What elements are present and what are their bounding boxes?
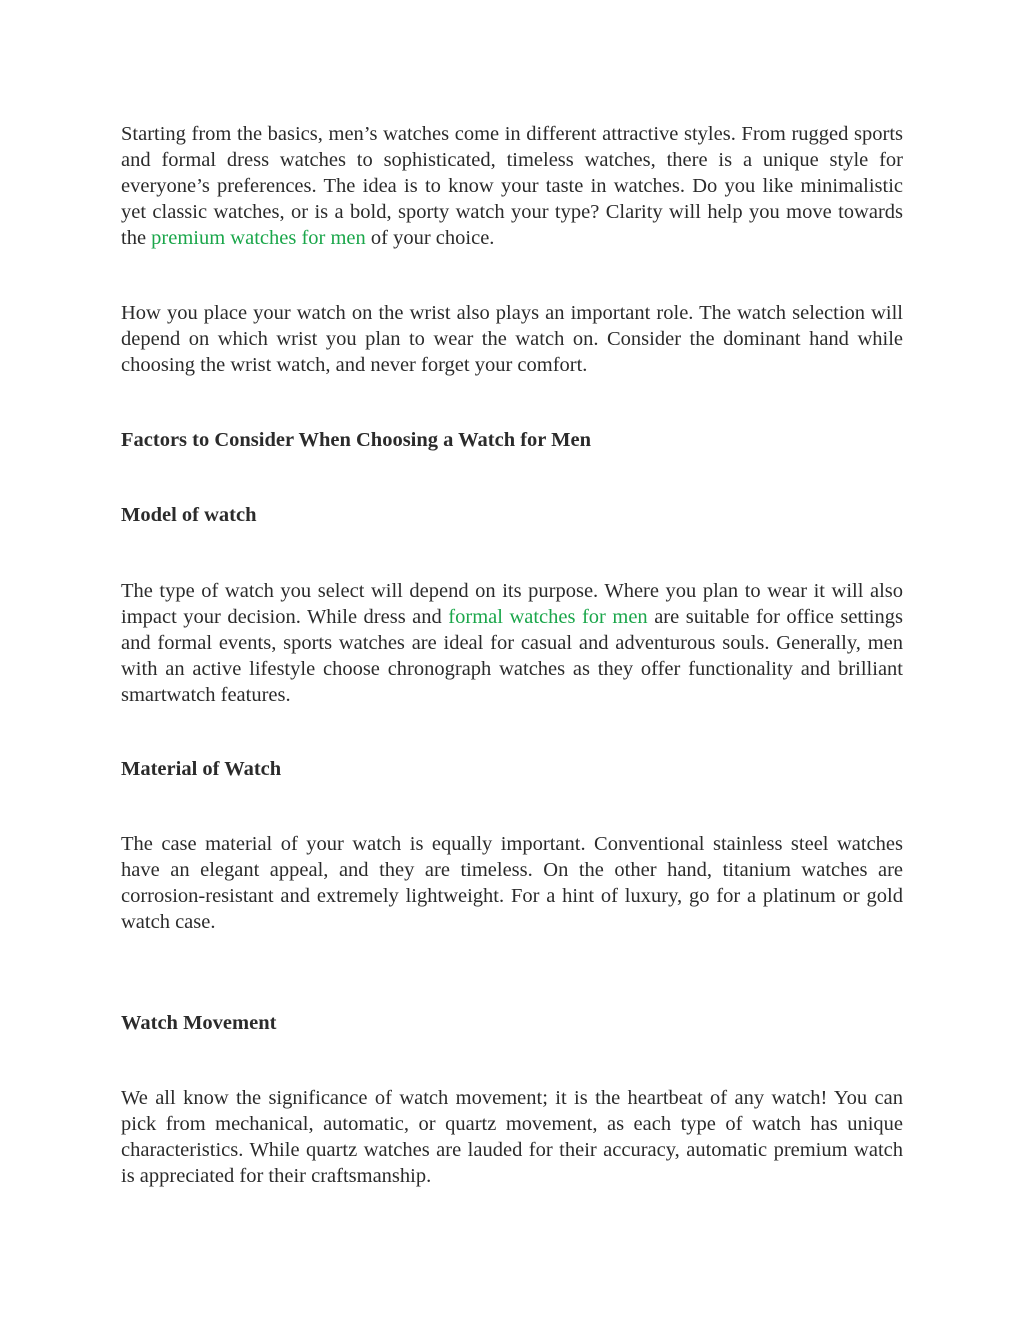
premium-watches-link[interactable]: premium watches for men [151,227,366,249]
formal-watches-link[interactable]: formal watches for men [448,606,648,628]
factors-heading: Factors to Consider When Choosing a Watch for Men [121,429,591,451]
movement-paragraph: We all know the significance of watch movement; it is the heartbeat of any watch! You can pick from mechanical, automatic, or quartz movement, as each type of watch has unique characteristics. While quartz watches are lauded for their accuracy, automatic premium watch is appreciated for their craftsmanship. [121,1087,903,1187]
intro-text-after: of your choice. [365,227,495,249]
movement-heading: Watch Movement [121,1012,277,1034]
wrist-placement-paragraph: How you place your watch on the wrist also plays an important role. The watch selection will depend on which wrist you plan to wear the watch on. Consider the dominant hand while choosing the wrist watch, and never forget your comfort. [121,302,903,376]
intro-paragraph [121,121,903,251]
material-heading: Material of Watch [121,758,282,780]
model-paragraph [121,578,903,708]
model-text-before: The type of watch you select will depend on its purpose. Where you plan to wear it will also impact your decision. While dress and [121,580,903,628]
intro-text-before: Starting from the basics, men’s watches come in different attractive styles. From rugged sports and formal dress watches to sophisticated, timeless watches, there is a unique style for everyone’s preferences. The idea is to know your taste in watches. Do you like minimalistic yet classic watches, or is a bold, sporty watch your type? Clarity will help you move towards the [121,123,903,249]
model-text-after: are suitable for office settings and formal events, sports watches are ideal for casual and adventurous souls. Generally, men with an active lifestyle choose chronograph watches as they offer functionality and brilliant smartwatch features. [121,606,903,706]
material-paragraph: The case material of your watch is equally important. Conventional stainless steel watches have an elegant appeal, and they are timeless. On the other hand, titanium watches are corrosion-resistant and extremely lightweight. For a hint of luxury, go for a platinum or gold watch case. [121,833,903,933]
model-heading: Model of watch [121,504,257,526]
